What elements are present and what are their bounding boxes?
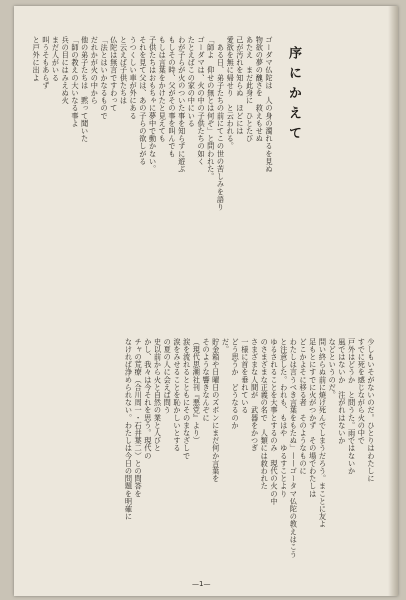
text-line: と注意した。われも、もはや ゆるすことより xyxy=(279,338,289,498)
text-line: 涙をみせることを恥かしいとする xyxy=(172,338,182,452)
text-line: 史以前から火と自然の業と人びと xyxy=(153,338,163,452)
text-line: 一様に首を垂れている xyxy=(240,338,250,414)
text-line: 「師よ 仰せの無とは何ぞ」と問われた。 xyxy=(206,36,216,181)
text-line: なければ浄められない。わたしは今日の問題を明確に xyxy=(124,338,134,521)
text-line: ある日、弟子たちの前にてこの世の苦しみを語り xyxy=(216,36,226,211)
text-line: 仏陀は無言ですわって xyxy=(109,36,119,112)
text-line: たとえばこの家の中にいる xyxy=(187,36,197,128)
book-page xyxy=(14,6,398,596)
text-line: どう思うか どうなるのか xyxy=(231,338,241,430)
text-line: うつくしい車が外にある xyxy=(129,36,139,120)
text-line: 愛欲を無に帰せり と云われる。 xyxy=(226,36,236,150)
binding-gutter xyxy=(388,6,398,596)
text-line: まだ人がいる xyxy=(51,36,61,82)
text-line: 己が汚れを知らぬ ほどには xyxy=(235,36,245,135)
text-line: 戸外はどうか と問うた。雨ではないか xyxy=(347,338,357,475)
upper-text-block xyxy=(32,36,274,301)
text-line: すでに死を感じながら火の中で xyxy=(357,338,367,445)
page-number: —1— xyxy=(192,580,211,588)
text-line: （現代思潮社刊『悪党』より） xyxy=(192,338,202,445)
text-line: チャの荒療（合川周一・石井葉二）との問答を xyxy=(134,338,144,498)
text-line: 「師の教えの大いなる事よ xyxy=(70,36,80,128)
text-line: と云えば子供たちは xyxy=(119,36,129,105)
text-line: 問い終らぬ前に焼け死んでしまうだろう。まことに友よ xyxy=(318,338,328,528)
text-line: の夏の人に会えば問う xyxy=(163,338,173,414)
text-line: 貯金箱や日曜日のズボンにまだ何か言葉を xyxy=(211,338,221,483)
text-line: 兵の目にはみえぬ火 xyxy=(61,36,71,105)
text-line: 足もとにすでに火がつかず その場でわたしは xyxy=(308,338,318,498)
text-line: もしは言葉をかけたと見えても xyxy=(158,36,168,143)
page-title: 序にかえて xyxy=(286,46,301,146)
text-line: と戸外に出よ xyxy=(32,36,42,82)
text-line: 子供たちはおもちゃに夢中で動かない。 xyxy=(148,36,158,173)
text-line: かし、我々は今それを思う。現代の xyxy=(143,338,153,460)
text-line: それを見て父は、あの子らの欲しがる xyxy=(138,36,148,166)
text-line: ゴーダマは、火の中の子供たちの如く xyxy=(197,36,207,166)
text-line: どこかよそに移る者 そのようなものに xyxy=(299,338,309,475)
text-line: ゆるされることを大事とするのみ 現代の火の中 xyxy=(269,338,279,506)
text-line: ゴーダマ仏陀は 人の身の濁れるを見ぬ xyxy=(265,36,274,173)
text-line: さまざまな人間が 武器をかつぎ xyxy=(250,338,260,452)
lower-text-block xyxy=(36,338,376,563)
text-line: 叫うそもあらず xyxy=(41,36,51,90)
text-line: もしその時、父がその事を叫んでも xyxy=(167,36,177,158)
text-line: そのような響きなんぞに xyxy=(202,338,212,422)
text-line: 「法とはいかなるもので xyxy=(100,36,110,120)
text-line: 少しもいそがないのだ。ひとりはわたしに xyxy=(367,338,376,483)
text-line: だ。 xyxy=(221,338,231,354)
text-line: わたしは言うべき言葉をもたぬ」——ゴータマ仏陀の教えはこう xyxy=(289,338,299,559)
text-line: わが子らが火のついた事を知らずに遊ぶ xyxy=(177,36,187,173)
text-line: のさまざまな正義の名で 人類には救われた xyxy=(260,338,270,490)
text-line: などというのだ。 xyxy=(328,338,338,399)
text-line: 物欲の夢の醜さを 救えもせぬ xyxy=(255,36,265,143)
text-line: だれかが火の中から xyxy=(90,36,100,105)
text-line: 風ではないか 注がれはないか xyxy=(337,338,347,445)
text-line: 涙を流れるとともにそのまなざしで xyxy=(182,338,192,460)
text-line: あたえ まだ此身に ひとたび xyxy=(245,36,255,143)
text-line: 他の弟子たちは 黙って聞いた xyxy=(80,36,90,143)
